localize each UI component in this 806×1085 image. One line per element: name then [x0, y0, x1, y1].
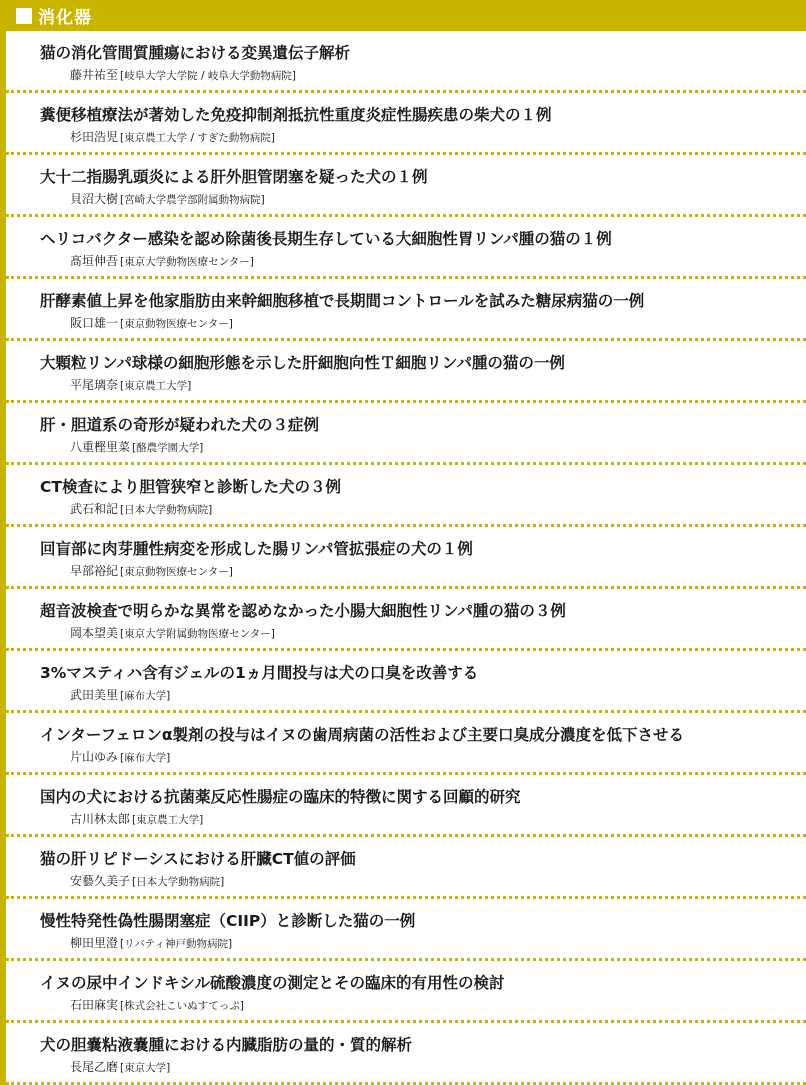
presenter-affiliation: [東京農工大学]	[132, 814, 204, 826]
presenter-name: 柳田里澄	[70, 936, 119, 950]
presentation-title: 回盲部に肉芽腫性病変を形成した腸リンパ管拡張症の犬の１例	[40, 540, 473, 558]
presenter-affiliation: [東京動物医療センター]	[120, 318, 233, 330]
presenter-affiliation: [東京大学附属動物医療センター]	[120, 628, 275, 640]
presenter-line	[70, 66, 296, 83]
presenter-name: 安藝久美子	[70, 874, 131, 888]
presentation-title: 肝・胆道系の奇形が疑われた犬の３症例	[40, 416, 320, 434]
presenter-line	[70, 748, 170, 765]
presenter-line	[70, 314, 233, 331]
presenter-line	[70, 562, 233, 579]
presenter-line	[70, 252, 254, 269]
presenter-name: 藤井祐至	[70, 68, 119, 82]
section-title: 消化器	[38, 8, 92, 28]
list-item	[6, 217, 806, 279]
presenter-affiliation: [日本大学動物病院]	[132, 876, 225, 888]
presenter-affiliation: [日本大学動物病院]	[120, 504, 213, 516]
list-item	[6, 899, 806, 961]
presenter-name: 古川林太郎	[70, 812, 131, 826]
list-item	[6, 527, 806, 589]
list-item	[6, 837, 806, 899]
list-item	[6, 31, 806, 93]
presenter-affiliation: [麻布大学]	[120, 752, 171, 764]
presentation-title: 国内の犬における抗菌薬反応性腸症の臨床的特徴に関する回顧的研究	[40, 788, 521, 806]
presenter-line	[70, 934, 232, 951]
presenter-name: 長尾乙磨	[70, 1060, 119, 1074]
presentation-title: イヌの尿中インドキシル硫酸濃度の測定とその臨床的有用性の検討	[40, 974, 505, 992]
presenter-affiliation: [酪農学園大学]	[132, 442, 204, 454]
presenter-line	[70, 500, 212, 517]
presentation-title: 猫の肝リピドーシスにおける肝臓CT値の評価	[40, 850, 356, 868]
list-item	[6, 465, 806, 527]
presenter-line	[70, 128, 275, 145]
list-item	[6, 775, 806, 837]
list-item	[6, 589, 806, 651]
presenter-name: 平尾璃奈	[70, 378, 119, 392]
presenter-name: 阪口雄一	[70, 316, 119, 330]
presentation-title: CT検査により胆管狭窄と診断した犬の３例	[40, 478, 341, 496]
presenter-line	[70, 624, 275, 641]
presenter-line	[70, 996, 244, 1013]
presentation-title: 大十二指腸乳頭炎による肝外胆管閉塞を疑った犬の１例	[40, 168, 428, 186]
list-item	[6, 713, 806, 775]
presentation-title: インターフェロンα製剤の投与はイヌの歯周病菌の活性および主要口臭成分濃度を低下させる	[40, 726, 684, 744]
presenter-name: 八重樫里菜	[70, 440, 131, 454]
presenter-name: 武石和記	[70, 502, 119, 516]
presenter-line	[70, 190, 265, 207]
presenter-name: 杉田浩児	[70, 130, 119, 144]
presenter-line	[70, 376, 191, 393]
presenter-line	[70, 1058, 170, 1075]
presenter-affiliation: [岐阜大学大学院 / 岐阜大学動物病院]	[120, 70, 296, 82]
list-item	[6, 341, 806, 403]
presentation-title: 慢性特発性偽性腸閉塞症（CIIP）と診断した猫の一例	[40, 912, 416, 930]
presenter-affiliation: [東京農工大学]	[120, 380, 192, 392]
presentation-title: 糞便移植療法が著効した免疫抑制剤抵抗性重度炎症性腸疾患の柴犬の１例	[40, 106, 552, 124]
presentation-title: 大顆粒リンパ球様の細胞形態を示した肝細胞向性Ｔ細胞リンパ腫の猫の一例	[40, 354, 565, 372]
presenter-line	[70, 810, 203, 827]
presenter-line	[70, 872, 224, 889]
presentation-title: 猫の消化管間質腫瘍における変異遺伝子解析	[40, 44, 351, 62]
presenter-affiliation: [リバティ神戸動物病院]	[120, 938, 233, 950]
presenter-affiliation: [東京大学動物医療センター]	[120, 256, 254, 268]
presenter-affiliation: [東京動物医療センター]	[120, 566, 233, 578]
presenter-name: 武田美里	[70, 688, 119, 702]
presenter-name: 髙垣伸吾	[70, 254, 119, 268]
list-item	[6, 403, 806, 465]
list-item	[6, 93, 806, 155]
list-item	[6, 651, 806, 713]
presenter-affiliation: [麻布大学]	[120, 690, 171, 702]
presenter-name: 貝沼大樹	[70, 192, 119, 206]
presentation-list	[6, 31, 806, 1085]
presenter-line	[70, 438, 203, 455]
presenter-name: 早部裕紀	[70, 564, 119, 578]
list-item	[6, 1023, 806, 1085]
presentation-title: 超音波検査で明らかな異常を認めなかった小腸大細胞性リンパ腫の猫の３例	[40, 602, 566, 620]
list-item	[6, 961, 806, 1023]
presenter-name: 石田麻実	[70, 998, 119, 1012]
section-header	[0, 0, 806, 31]
presenter-line	[70, 686, 170, 703]
presenter-affiliation: [株式会社こいぬすてっぷ]	[120, 1000, 245, 1012]
presenter-name: 岡本望美	[70, 626, 119, 640]
presenter-name: 片山ゆみ	[70, 750, 119, 764]
presenter-affiliation: [東京大学]	[120, 1062, 171, 1074]
presentation-title: 肝酵素値上昇を他家脂肪由来幹細胞移植で長期間コントロールを試みた糖尿病猫の一例	[40, 292, 645, 310]
list-item	[6, 155, 806, 217]
presenter-affiliation: [宮崎大学農学部附属動物病院]	[120, 194, 265, 206]
presenter-affiliation: [東京農工大学 / すぎた動物病院]	[120, 132, 275, 144]
presentation-title: ヘリコバクター感染を認め除菌後長期生存している大細胞性胃リンパ腫の猫の１例	[40, 230, 612, 248]
list-item	[6, 279, 806, 341]
presentation-title: 犬の胆嚢粘液嚢腫における内臓脂肪の量的・質的解析	[40, 1036, 413, 1054]
presentation-title: 3%マスティハ含有ジェルの1ヵ月間投与は犬の口臭を改善する	[40, 664, 479, 682]
square-bullet-icon	[16, 8, 32, 24]
